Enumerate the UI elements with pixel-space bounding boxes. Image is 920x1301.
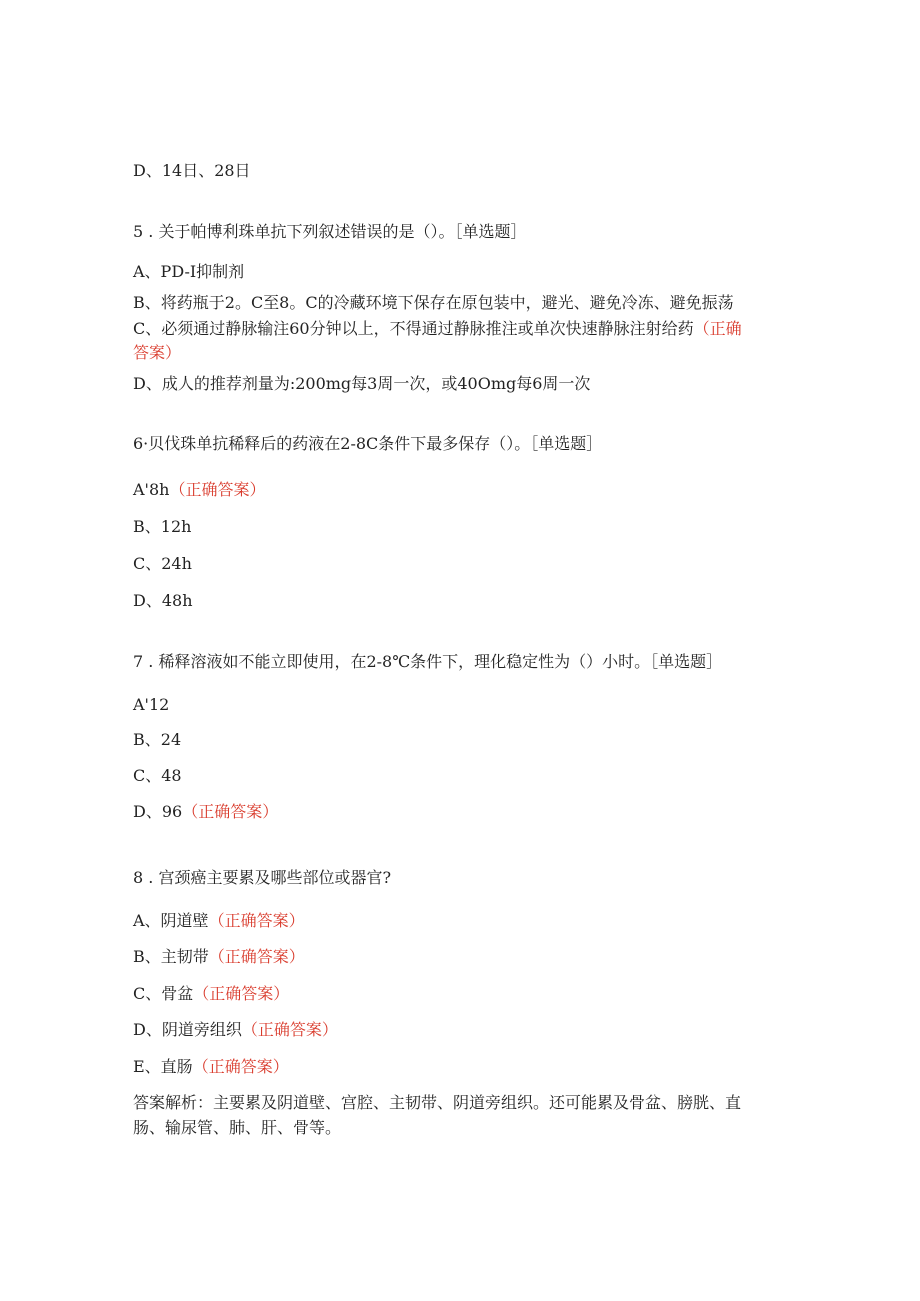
option-d-q4: D、14日、28日 — [133, 161, 251, 180]
option-b-q8: B、主韧带（正确答案） — [133, 947, 305, 966]
option-c-q7: C、48 — [133, 766, 182, 785]
option-b-q6: B、12h — [133, 517, 192, 536]
option-a-q6: A'8h（正确答案） — [133, 480, 266, 499]
correct-answer-mark: （正确答案） — [208, 911, 305, 930]
option-a-q8: A、阴道壁（正确答案） — [133, 911, 305, 930]
option-c-q6: C、24h — [133, 554, 192, 573]
correct-answer-mark: （正确答案） — [193, 984, 290, 1003]
correct-answer-mark: （正确 — [693, 319, 742, 338]
option-a-q7: A'12 — [133, 695, 170, 714]
option-c-q5: C、必须通过静脉输注60分钟以上，不得通过静脉推注或单次快速静脉注射给药（正确 — [133, 319, 742, 338]
correct-answer-mark: （正确答案） — [208, 947, 305, 966]
option-d-q8: D、阴道旁组织（正确答案） — [133, 1020, 338, 1039]
option-c-q5-cont — [133, 342, 181, 364]
question-8: 8 . 宫颈癌主要累及哪些部位或器官? — [133, 868, 392, 887]
question-7: 7 . 稀释溶液如不能立即使用，在2-8℃条件下，理化稳定性为（）小时。［单选题］ — [133, 652, 723, 671]
correct-answer-mark: （正确答案） — [192, 1057, 289, 1076]
correct-answer-mark: 答案） — [133, 343, 182, 362]
option-b-q7: B、24 — [133, 730, 182, 749]
option-a-q5: A、PD-I抑制剂 — [133, 262, 245, 281]
correct-answer-mark: （正确答案） — [182, 802, 279, 821]
option-c-q8: C、骨盆（正确答案） — [133, 984, 290, 1003]
option-e-q8: E、直肠（正确答案） — [133, 1057, 289, 1076]
correct-answer-mark: （正确答案） — [241, 1020, 338, 1039]
option-b-q5: B、将药瓶于2。C至8。C的冷藏环境下保存在原包装中，避光、避免冷冻、避免振荡 — [133, 293, 734, 312]
answer-explanation: 答案解析：主要累及阴道壁、宫腔、主韧带、阴道旁组织。还可能累及骨盆、膀胱、直 — [133, 1093, 742, 1112]
question-5: 5 . 关于帕博利珠单抗下列叙述错误的是（）。［单选题］ — [133, 222, 527, 241]
option-d-q7: D、96（正确答案） — [133, 802, 279, 821]
correct-answer-mark: （正确答案） — [169, 480, 266, 499]
answer-explanation-cont: 肠、输尿管、肺、肝、骨等。 — [133, 1118, 342, 1137]
question-6: 6·贝伐珠单抗稀释后的药液在2-8C条件下最多保存（）。［单选题］ — [133, 434, 603, 453]
option-d-q6: D、48h — [133, 591, 193, 610]
option-d-q5: D、成人的推荐剂量为:200mg每3周一次，或40Omg每6周一次 — [133, 374, 591, 393]
